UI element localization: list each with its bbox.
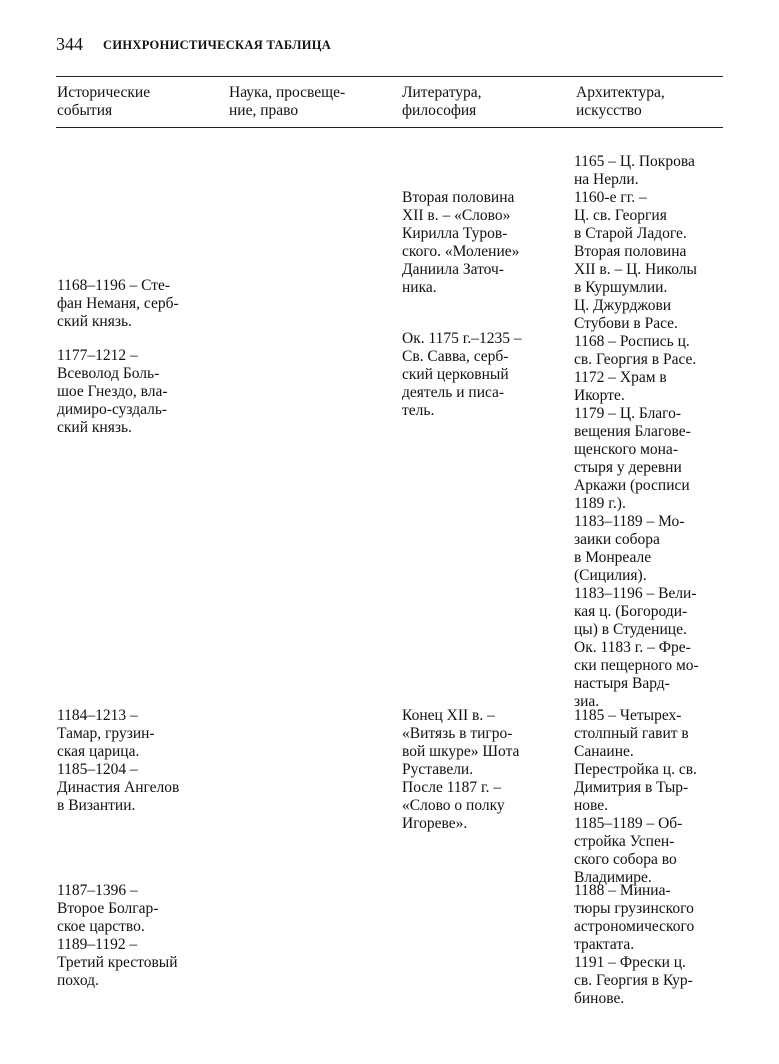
entry-line: 1168 – Роспись ц. <box>574 333 690 350</box>
entry-line: тель. <box>402 402 435 419</box>
entry-line: 1187–1396 – <box>57 882 138 899</box>
entry-line: Св. Савва, серб- <box>402 348 509 365</box>
entry-line: 1189–1192 – <box>57 936 138 953</box>
entry-line: ски пещерного мо- <box>574 657 699 674</box>
entry-line: в Монреале <box>574 549 652 566</box>
entry-line: стройка Успен- <box>574 833 675 850</box>
table-top-rule <box>56 76 723 77</box>
entry-line: стыря у деревни <box>574 459 682 476</box>
header-line: искусство <box>576 102 642 119</box>
header-line: Наука, просвеще- <box>229 84 346 101</box>
entry-line: 1183–1196 – Вели- <box>574 585 697 602</box>
entry-line: заики собора <box>574 531 660 548</box>
entry-line: ника. <box>402 279 437 296</box>
history-entry <box>57 347 167 437</box>
entry-line: Перестройка ц. св. <box>574 761 697 778</box>
entry-line: ский князь. <box>57 419 132 436</box>
entry-line: Конец XII в. – <box>402 707 495 724</box>
entry-line: бинове. <box>574 990 625 1007</box>
entry-line: Игореве». <box>402 815 468 832</box>
entry-line: Вторая половина <box>574 243 687 260</box>
entry-line: ский князь. <box>57 313 132 330</box>
architecture-entry <box>574 707 697 887</box>
entry-line: Владимире. <box>574 869 652 886</box>
column-header-literature <box>402 84 482 120</box>
entry-line: 1185–1189 – Об- <box>574 815 683 832</box>
entry-line: в Византии. <box>57 797 136 814</box>
entry-line: Династия Ангелов <box>57 779 180 796</box>
entry-line: 1188 – Миниа- <box>574 882 671 899</box>
history-entry <box>57 882 178 990</box>
entry-line: цы) в Студенице. <box>574 621 687 638</box>
entry-line: св. Георгия в Расе. <box>574 351 697 368</box>
entry-line: 1179 – Ц. Благо- <box>574 405 682 422</box>
entry-line: Ц. Джурджови <box>574 297 672 314</box>
entry-line: в Куршумлии. <box>574 279 668 296</box>
entry-line: св. Георгия в Кур- <box>574 972 693 989</box>
entry-line: димиро-суздаль- <box>57 401 168 418</box>
history-entry <box>57 707 179 815</box>
entry-line: Руставели. <box>402 761 474 778</box>
entry-line: 1183–1189 – Мо- <box>574 513 685 530</box>
entry-line: нове. <box>574 797 609 814</box>
header-line: Исторические <box>57 84 151 101</box>
header-line: философия <box>402 102 477 119</box>
entry-line: 1168–1196 – Сте- <box>57 277 171 294</box>
entry-line: трактата. <box>574 936 635 953</box>
literature-entry <box>402 707 519 833</box>
entry-line: Кирилла Туров- <box>402 225 508 242</box>
entry-line: Аркажи (росписи <box>574 477 690 494</box>
entry-line: тюры грузинского <box>574 900 694 917</box>
entry-line: XII в. – «Слово» <box>402 207 511 224</box>
entry-line: ского. «Моление» <box>402 243 520 260</box>
entry-line: XII в. – Ц. Николы <box>574 261 697 278</box>
entry-line: Вторая половина <box>402 189 515 206</box>
entry-line: После 1187 г. – <box>402 779 502 796</box>
column-header-architecture <box>576 84 665 120</box>
entry-line: 1172 – Храм в <box>574 369 667 386</box>
header-line: события <box>57 102 113 119</box>
entry-line: Санаине. <box>574 743 634 760</box>
running-title: СИНХРОНИСТИЧЕСКАЯ ТАБЛИЦА <box>103 38 332 52</box>
architecture-entry <box>574 153 699 711</box>
entry-line: 1189 г.). <box>574 495 626 512</box>
entry-line: шое Гнездо, вла- <box>57 383 168 400</box>
entry-line: деятель и писа- <box>402 384 505 401</box>
history-entry <box>57 277 179 331</box>
entry-line: «Слово о полку <box>402 797 505 814</box>
entry-line: Димитрия в Тыр- <box>574 779 689 796</box>
entry-line: Ок. 1175 г.–1235 – <box>402 330 522 347</box>
entry-line: вой шкуре» Шота <box>402 743 520 760</box>
entry-line: Ок. 1183 г. – Фре- <box>574 639 691 656</box>
header-line: ние, право <box>229 102 299 119</box>
entry-line: Всеволод Боль- <box>57 365 160 382</box>
entry-line: ский церковный <box>402 366 509 383</box>
header-line: Литература, <box>402 84 482 101</box>
header-line: Архитектура, <box>576 84 665 101</box>
entry-line: Ц. св. Георгия <box>574 207 667 224</box>
entry-line: Стубови в Расе. <box>574 315 678 332</box>
entry-line: Даниила Заточ- <box>402 261 504 278</box>
entry-line: ское царство. <box>57 918 145 935</box>
literature-entry <box>402 189 519 297</box>
entry-line: 1191 – Фрески ц. <box>574 954 686 971</box>
entry-line: щенского мона- <box>574 441 678 458</box>
entry-line: 1160-е гг. – <box>574 189 647 206</box>
entry-line: вещения Благове- <box>574 423 691 440</box>
page-number: 344 <box>56 34 83 54</box>
entry-line: зиа. <box>574 693 600 710</box>
column-header-history <box>57 84 150 120</box>
architecture-entry <box>574 882 694 1008</box>
table-header-rule <box>56 127 723 128</box>
entry-line: астрономического <box>574 918 695 935</box>
entry-line: Тамар, грузин- <box>57 725 155 742</box>
literature-entry <box>402 330 522 420</box>
column-header-science <box>229 84 345 120</box>
entry-line: 1165 – Ц. Покрова <box>574 153 695 170</box>
entry-line: ская царица. <box>57 743 140 760</box>
entry-line: настыря Вард- <box>574 675 670 692</box>
entry-line: 1185 – Четырех- <box>574 707 682 724</box>
entry-line: в Старой Ладоге. <box>574 225 687 242</box>
entry-line: 1177–1212 – <box>57 347 138 364</box>
entry-line: ского собора во <box>574 851 677 868</box>
entry-line: 1185–1204 – <box>57 761 138 778</box>
entry-line: 1184–1213 – <box>57 707 138 724</box>
entry-line: фан Неманя, серб- <box>57 295 179 312</box>
entry-line: на Нерли. <box>574 171 639 188</box>
entry-line: Третий крестовый <box>57 954 178 971</box>
entry-line: столпный гавит в <box>574 725 689 742</box>
entry-line: (Сицилия). <box>574 567 647 584</box>
entry-line: Икорте. <box>574 387 625 404</box>
entry-line: кая ц. (Богороди- <box>574 603 688 620</box>
entry-line: «Витязь в тигро- <box>402 725 513 742</box>
entry-line: поход. <box>57 972 99 989</box>
entry-line: Второе Болгар- <box>57 900 159 917</box>
